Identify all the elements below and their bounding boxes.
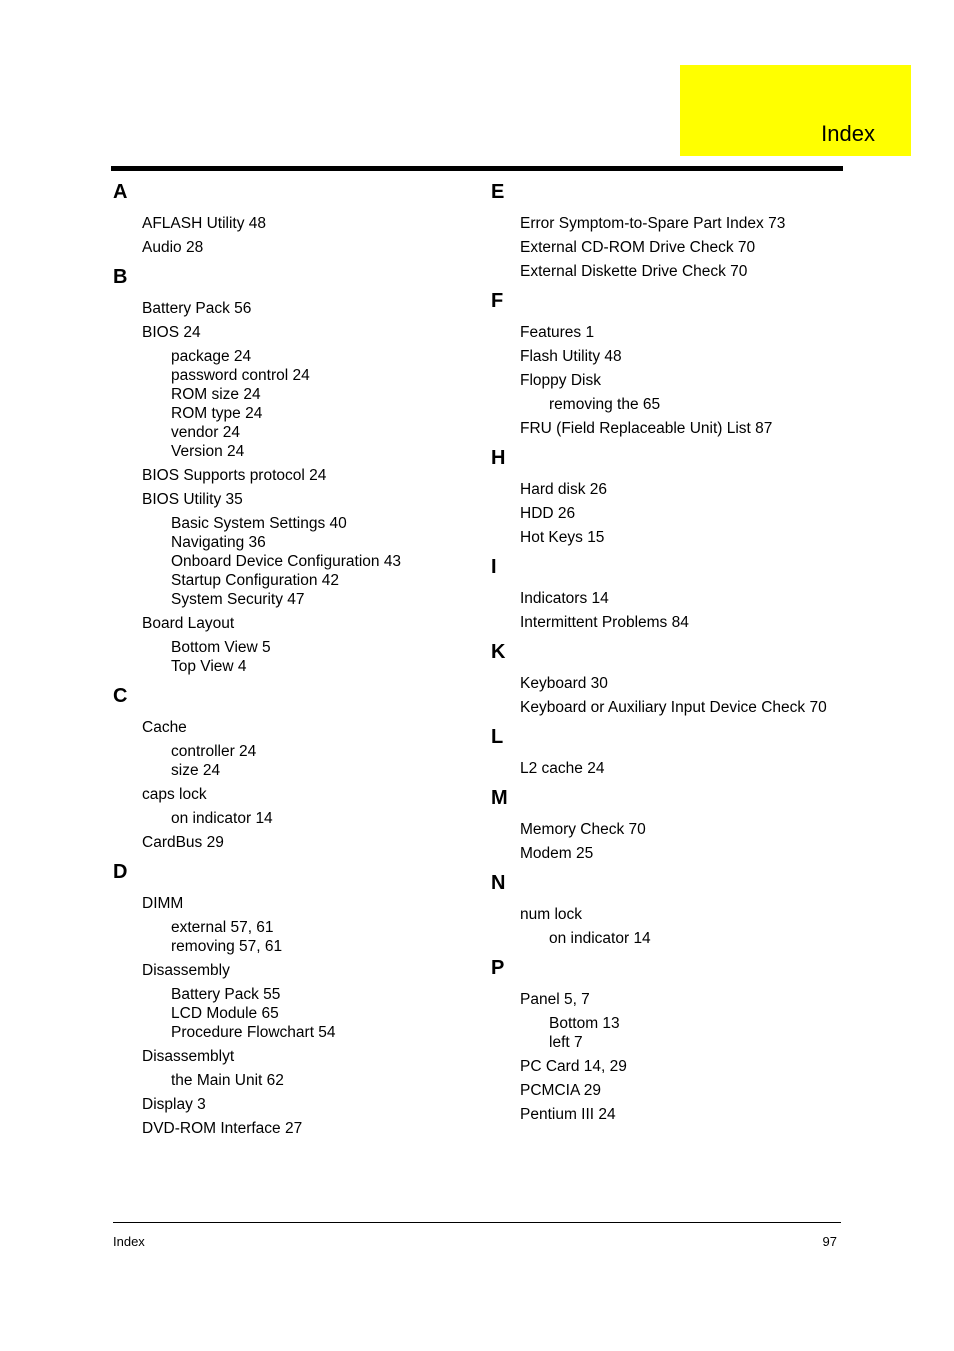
index-entry-group — [491, 480, 851, 499]
index-entry-group — [113, 214, 473, 233]
index-letter-heading: B — [113, 266, 128, 288]
index-entry-group — [491, 214, 851, 233]
index-letter-heading: E — [491, 181, 505, 203]
index-subentry: Battery Pack 55 — [171, 986, 281, 1003]
index-entry-group — [491, 613, 851, 632]
index-subentry: Onboard Device Configuration 43 — [171, 553, 402, 570]
index-entry: Error Symptom-to-Spare Part Index 73 — [520, 215, 786, 232]
index-letter-heading: H — [491, 447, 506, 469]
index-entry-group — [113, 238, 473, 257]
index-entry: Cache — [142, 719, 187, 736]
index-entry: Keyboard or Auxiliary Input Device Check 70 — [520, 699, 827, 716]
index-subentry: the Main Unit 62 — [171, 1072, 284, 1089]
index-entry: Audio 28 — [142, 239, 204, 256]
index-entry: PCMCIA 29 — [520, 1082, 601, 1099]
index-entry: HDD 26 — [520, 505, 576, 522]
index-entry-group — [113, 785, 473, 828]
index-entry-group — [113, 466, 473, 485]
index-subentry: left 7 — [549, 1034, 583, 1051]
index-entry-group — [491, 1081, 851, 1100]
index-subentry: package 24 — [171, 348, 252, 365]
index-entry: Flash Utility 48 — [520, 348, 622, 365]
footer-title: Index — [113, 1234, 145, 1249]
index-entry-group — [113, 718, 473, 780]
index-entry: Indicators 14 — [520, 590, 609, 607]
index-entry-group — [491, 528, 851, 547]
index-entry-group — [491, 371, 851, 414]
index-entry: Board Layout — [142, 615, 235, 632]
index-entry-group — [491, 238, 851, 257]
index-entry: Modem 25 — [520, 845, 594, 862]
index-entry: External CD-ROM Drive Check 70 — [520, 239, 756, 256]
index-entry: DVD-ROM Interface 27 — [142, 1120, 303, 1137]
index-entry-group — [491, 905, 851, 948]
index-subentry: on indicator 14 — [549, 930, 651, 947]
index-entry-group — [491, 1057, 851, 1076]
index-entry-group — [491, 674, 851, 693]
index-subentry: removing 57, 61 — [171, 938, 283, 955]
index-entry-group — [113, 894, 473, 956]
index-subentry: Navigating 36 — [171, 534, 266, 551]
index-entry: External Diskette Drive Check 70 — [520, 263, 748, 280]
index-subentry: Bottom 13 — [549, 1015, 620, 1032]
index-entry: Features 1 — [520, 324, 595, 341]
index-subentry: size 24 — [171, 762, 221, 779]
index-entry-group — [113, 1119, 473, 1138]
index-entry: Disassembly — [142, 962, 230, 979]
index-subentry: Version 24 — [171, 443, 245, 460]
index-entry: DIMM — [142, 895, 184, 912]
index-subentry: external 57, 61 — [171, 919, 274, 936]
index-subentry: Startup Configuration 42 — [171, 572, 340, 589]
index-entry: Disassemblyt — [142, 1048, 235, 1065]
index-letter-heading: D — [113, 861, 128, 883]
index-letter-heading: I — [491, 556, 497, 578]
index-entry: BIOS 24 — [142, 324, 201, 341]
index-entry: Display 3 — [142, 1096, 206, 1113]
index-entry: Floppy Disk — [520, 372, 601, 389]
index-entry: Memory Check 70 — [520, 821, 646, 838]
index-entry: CardBus 29 — [142, 834, 224, 851]
index-entry-group — [491, 347, 851, 366]
index-entry-group — [491, 990, 851, 1052]
page-number: 97 — [822, 1234, 837, 1249]
index-entry-group — [491, 698, 851, 717]
index-entry: Keyboard 30 — [520, 675, 608, 692]
index-column-right — [491, 171, 851, 1124]
index-subentry: Bottom View 5 — [171, 639, 271, 656]
index-subentry: LCD Module 65 — [171, 1005, 279, 1022]
index-subentry: on indicator 14 — [171, 810, 273, 827]
index-entry: BIOS Utility 35 — [142, 491, 243, 508]
index-entry: caps lock — [142, 786, 207, 803]
index-entry: Panel 5, 7 — [520, 991, 590, 1008]
index-letter-heading: C — [113, 685, 128, 707]
index-subentry: Procedure Flowchart 54 — [171, 1024, 336, 1041]
index-entry-group — [113, 961, 473, 1042]
index-entry: AFLASH Utility 48 — [142, 215, 267, 232]
index-entry: Battery Pack 56 — [142, 300, 252, 317]
index-entry-group — [113, 299, 473, 318]
index-entry-group — [491, 262, 851, 281]
index-entry: PC Card 14, 29 — [520, 1058, 627, 1075]
index-entry-group — [491, 1105, 851, 1124]
index-subentry: controller 24 — [171, 743, 257, 760]
index-entry-group — [491, 323, 851, 342]
index-subentry: ROM type 24 — [171, 405, 263, 422]
index-letter-heading: A — [113, 181, 128, 203]
index-entry-group — [113, 323, 473, 461]
footer-rule — [113, 1222, 841, 1223]
index-column-left — [113, 171, 473, 1138]
index-subentry: System Security 47 — [171, 591, 305, 608]
index-entry: Hard disk 26 — [520, 481, 608, 498]
index-entry: num lock — [520, 906, 583, 923]
index-entry-group — [491, 820, 851, 839]
index-entry-group — [113, 614, 473, 676]
index-subentry: vendor 24 — [171, 424, 240, 441]
index-subentry: Basic System Settings 40 — [171, 515, 347, 532]
index-entry: Intermittent Problems 84 — [520, 614, 689, 631]
section-tab-label: Index — [821, 121, 875, 146]
index-entry: L2 cache 24 — [520, 760, 605, 777]
index-entry: Hot Keys 15 — [520, 529, 605, 546]
index-subentry: password control 24 — [171, 367, 310, 384]
index-entry-group — [491, 419, 851, 438]
index-entry-group — [491, 589, 851, 608]
index-letter-heading: P — [491, 957, 505, 979]
index-entry: Pentium III 24 — [520, 1106, 616, 1123]
index-letter-heading: F — [491, 290, 504, 312]
index-letter-heading: K — [491, 641, 506, 663]
index-subentry: ROM size 24 — [171, 386, 261, 403]
index-subentry: removing the 65 — [549, 396, 661, 413]
index-letter-heading: M — [491, 787, 508, 809]
index-subentry: Top View 4 — [171, 658, 247, 675]
index-entry: BIOS Supports protocol 24 — [142, 467, 327, 484]
index-entry-group — [113, 833, 473, 852]
index-entry-group — [113, 490, 473, 609]
index-entry-group — [113, 1095, 473, 1114]
section-tab — [680, 65, 911, 156]
index-entry-group — [491, 759, 851, 778]
index-entry: FRU (Field Replaceable Unit) List 87 — [520, 420, 773, 437]
index-letter-heading: N — [491, 872, 506, 894]
index-letter-heading: L — [491, 726, 504, 748]
index-entry-group — [491, 844, 851, 863]
index-entry-group — [113, 1047, 473, 1090]
index-entry-group — [491, 504, 851, 523]
